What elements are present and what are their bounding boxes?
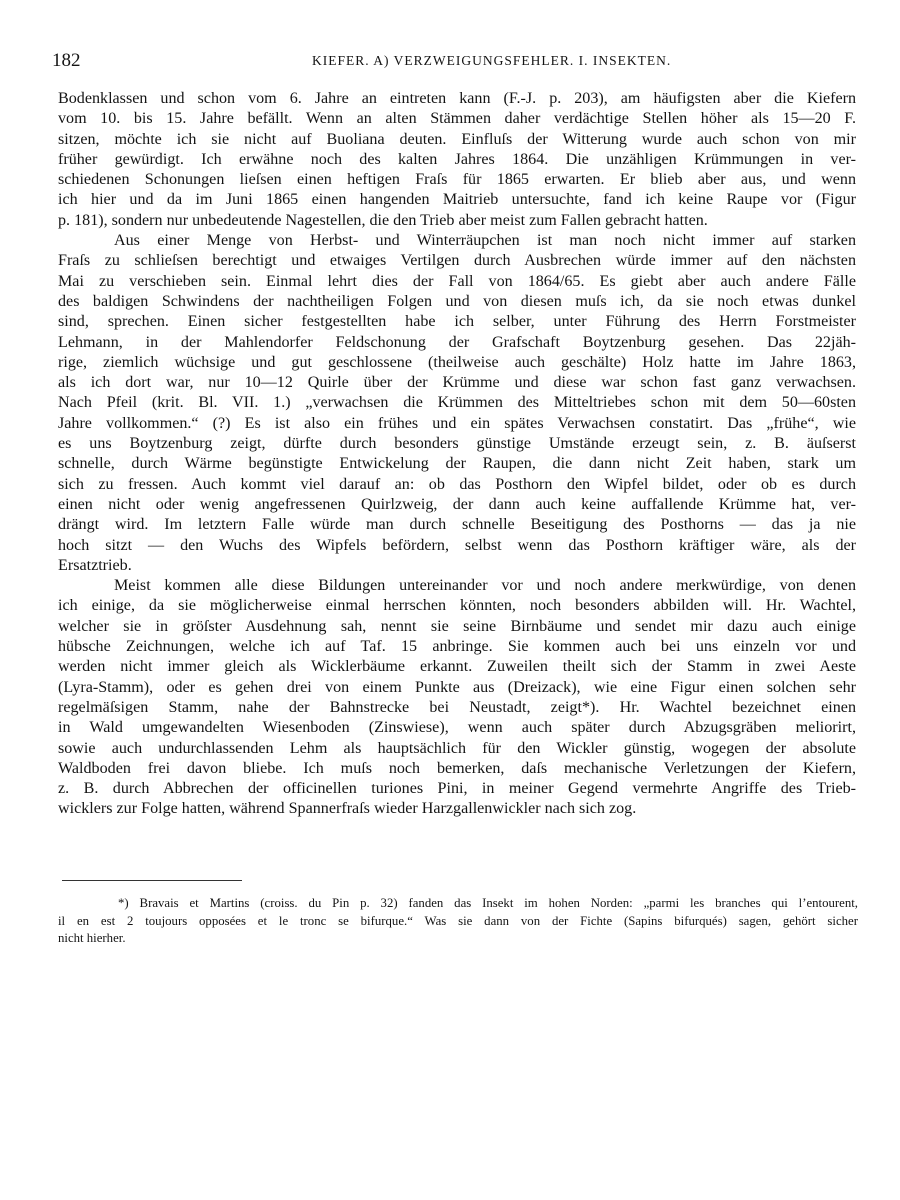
text-line: es uns Boytzenburg zeigt, dürfte durch besonders günstige Umstände erzeugt sein, z. B. äuſserst [58,435,856,453]
text-line: z. B. durch Abbrechen der officinellen turiones Pini, in meiner Gegend vermehrte Angriffe des Trieb- [58,780,856,798]
text-line: Lehmann, in der Mahlendorfer Feldschonung der Grafschaft Boytzenburg gesehen. Das 22jäh- [58,333,856,351]
footnote-line: *) Bravais et Martins (croiss. du Pin p. 32) fanden das Insekt im hohen Norden: „parmi les branches qui l’entourent, [118,896,858,910]
running-head: KIEFER. A) VERZWEIGUNGSFEHLER. I. INSEKTEN. [312,53,672,68]
text-line: Ersatztrieb. [58,556,132,574]
text-line: p. 181), sondern nur unbedeutende Nagestellen, die den Trieb aber meist zum Fallen gebracht hatten. [58,211,708,229]
text-line: sich zu fressen. Auch kommt viel darauf an: ob das Posthorn den Wipfel bildet, oder ob es durch [58,475,856,493]
page-number: 182 [52,50,81,71]
text-line: Mai zu verschieben sein. Einmal lehrt dies der Fall von 1864/65. Es giebt aber auch andere Fälle [58,272,856,290]
text-line: ich einige, da sie möglicherweise einmal herrschen könnten, noch besonders abbilden will. Hr. Wachtel, [58,597,856,615]
text-line: Bodenklassen und schon vom 6. Jahre an eintreten kann (F.-J. p. 203), am häufigsten aber die Kiefern [58,90,856,107]
text-line: Waldboden frei davon bliebe. Ich muſs noch bemerken, daſs mechanische Verletzungen der Kiefern, [58,759,856,777]
text-line: ich hier und da im Juni 1865 einen hangenden Maitrieb untersuchte, fand ich keine Raupe vor (Figur [58,191,856,209]
text-line: regelmäſsigen Stamm, nahe der Bahnstrecke bei Neustadt, zeigt*). Hr. Wachtel bezeichnet einen [58,698,856,716]
text-line: sowie auch undurchlassenden Lehm als hauptsächlich für den Wickler günstig, wogegen der absolute [58,739,856,757]
text-line: drängt wird. Im letztern Falle würde man durch schnelle Beseitigung des Posthorns — das ja nie [58,516,856,534]
text-line: Meist kommen alle diese Bildungen untereinander vor und noch andere merkwürdige, von denen [114,577,856,595]
text-line: Fraſs zu schlieſsen berechtigt und etwaiges Vertilgen durch Ausbrechen würde immer auf den nächsten [58,252,856,270]
page-header [40,50,860,74]
text-line: sind, sprechen. Einen sicher festgestellten habe ich selber, unter Führung des Herrn Forstmeister [58,313,856,331]
text-line: vom 10. bis 15. Jahre befällt. Wenn an alten Stämmen daher verdächtige Stellen höher als 15—20 F. [58,110,856,128]
text-line: früher gewürdigt. Ich erwähne noch des kalten Jahres 1864. Die unzähligen Krümmungen in ver- [58,150,856,168]
text-line: als ich dort war, nur 10—12 Quirle über der Krümme und diese war schon fast ganz verwachsen. [58,374,856,392]
text-line: in Wald umgewandelten Wiesenboden (Zinswiese), wenn auch später durch Abzugsgräben meliorirt, [58,719,856,737]
text-line: Aus einer Menge von Herbst- und Winterräupchen ist man noch nicht immer auf starken [114,232,856,250]
text-line: Jahre vollkommen.“ (?) Es ist also ein frühes und ein spätes Verwachsen constatirt. Das „frühe“, wie [58,414,856,432]
text-line: schiedenen Schonungen lieſsen einen heftigen Fraſs für 1865 erwarten. Er blieb aber aus, und wenn [58,171,856,189]
text-line: sitzen, möchte ich sie nicht auf Buoliana deuten. Einfluſs der Witterung wurde auch schon von mir [58,130,856,148]
text-line: rige, ziemlich wüchsige und gut geschlossene (theilweise auch geschälte) Holz hatte im Jahre 1863, [58,353,856,371]
text-line: schnelle, durch Wärme begünstigte Entwickelung der Raupen, die dann nicht Zeit haben, stark um [58,455,856,473]
text-line: des baldigen Schwindens der nachtheiligen Folgen und von diesen muſs ich, da sie noch etwas dunkel [58,292,856,310]
text-line: Nach Pfeil (krit. Bl. VII. 1.) „verwachsen die Krümmen des Mitteltriebes schon mit dem 50—60sten [58,394,856,412]
text-line: einen nicht oder wenig angefressenen Quirlzweig, der dann auch keine auffallende Krümme hat, ver- [58,495,856,513]
text-line: welcher sie in gröſster Ausdehnung sah, nennt sie seine Birnbäume und sendet mir dazu auch einige [58,617,856,635]
footnote [58,895,858,948]
footnote-divider [62,880,242,881]
text-line: hübsche Zeichnungen, welche ich auf Taf. 15 anbringe. Sie kommen auch bei uns einzeln vor und [58,638,856,656]
footnote-line: nicht hierher. [58,931,126,945]
text-line: (Lyra-Stamm), oder es gehen drei von einem Punkte aus (Dreizack), wie eine Figur einen solchen sehr [58,678,856,696]
text-line: wicklers zur Folge hatten, während Spannerfraſs wieder Harzgallenwickler nach sich zog. [58,800,637,818]
text-line: hoch sitzt — den Wuchs des Wipfels befördern, selbst wenn das Posthorn kräftiger wäre, als der [58,536,856,554]
footnote-line: il en est 2 toujours opposées et le tronc se bifurque.“ Was sie dann von der Fichte (Sapins bifurqués) sagen, gehört sicher [58,913,858,928]
body-text [58,89,856,820]
text-line: werden nicht immer gleich als Wicklerbäume erkannt. Zuweilen theilt sich der Stamm in zwei Aeste [58,658,856,676]
